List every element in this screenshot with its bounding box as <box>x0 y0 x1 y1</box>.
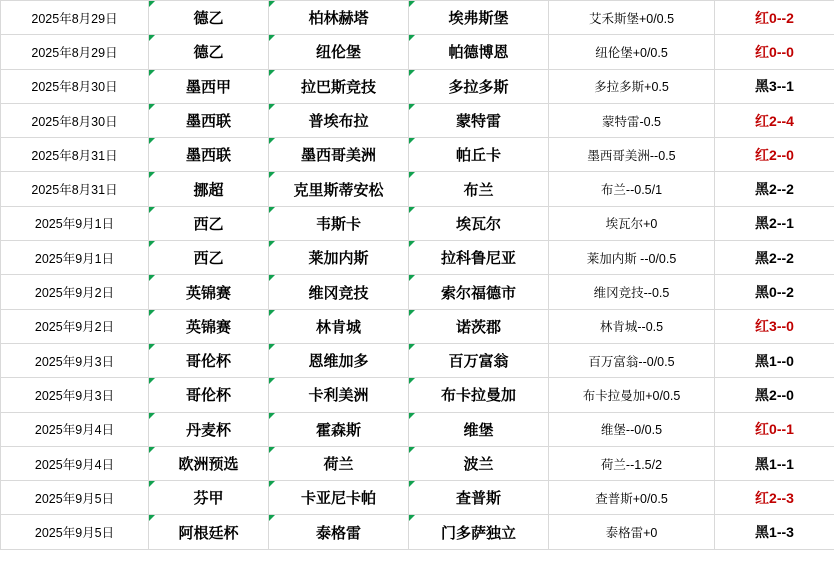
cell-result[interactable]: 红2--4 <box>715 103 834 137</box>
cell-result[interactable]: 黑1--3 <box>715 515 834 549</box>
cell-result[interactable]: 黑1--0 <box>715 343 834 377</box>
table-row <box>1 69 834 103</box>
cell-date[interactable]: 2025年9月5日 <box>1 481 149 515</box>
cell-league[interactable]: 英锦赛 <box>149 309 269 343</box>
cell-result[interactable]: 红2--3 <box>715 481 834 515</box>
cell-league[interactable]: 阿根廷杯 <box>149 515 269 549</box>
cell-home-team[interactable]: 柏林赫塔 <box>269 1 409 35</box>
table-row <box>1 343 834 377</box>
cell-date[interactable]: 2025年9月5日 <box>1 515 149 549</box>
cell-home-team[interactable]: 霍森斯 <box>269 412 409 446</box>
cell-away-team[interactable]: 帕丘卡 <box>409 138 549 172</box>
cell-date[interactable]: 2025年8月29日 <box>1 35 149 69</box>
cell-handicap[interactable]: 多拉多斯+0.5 <box>549 69 715 103</box>
table-row <box>1 35 834 69</box>
table-row <box>1 1 834 35</box>
cell-handicap[interactable]: 蒙特雷-0.5 <box>549 103 715 137</box>
cell-result[interactable]: 黑1--1 <box>715 446 834 480</box>
cell-result[interactable]: 黑0--2 <box>715 275 834 309</box>
cell-date[interactable]: 2025年9月4日 <box>1 412 149 446</box>
cell-league[interactable]: 丹麦杯 <box>149 412 269 446</box>
cell-result[interactable]: 红0--2 <box>715 1 834 35</box>
cell-league[interactable]: 欧洲预选 <box>149 446 269 480</box>
cell-away-team[interactable]: 蒙特雷 <box>409 103 549 137</box>
cell-home-team[interactable]: 莱加内斯 <box>269 241 409 275</box>
cell-home-team[interactable]: 恩维加多 <box>269 343 409 377</box>
table-row <box>1 138 834 172</box>
cell-handicap[interactable]: 泰格雷+0 <box>549 515 715 549</box>
cell-handicap[interactable]: 布兰--0.5/1 <box>549 172 715 206</box>
cell-date[interactable]: 2025年9月3日 <box>1 343 149 377</box>
cell-away-team[interactable]: 拉科鲁尼亚 <box>409 241 549 275</box>
cell-away-team[interactable]: 埃弗斯堡 <box>409 1 549 35</box>
cell-away-team[interactable]: 布卡拉曼加 <box>409 378 549 412</box>
cell-away-team[interactable]: 查普斯 <box>409 481 549 515</box>
cell-home-team[interactable]: 克里斯蒂安松 <box>269 172 409 206</box>
cell-date[interactable]: 2025年9月4日 <box>1 446 149 480</box>
cell-league[interactable]: 墨西联 <box>149 138 269 172</box>
cell-league[interactable]: 英锦赛 <box>149 275 269 309</box>
cell-league[interactable]: 墨西联 <box>149 103 269 137</box>
cell-away-team[interactable]: 索尔福德市 <box>409 275 549 309</box>
cell-result[interactable]: 黑2--0 <box>715 378 834 412</box>
cell-date[interactable]: 2025年8月29日 <box>1 1 149 35</box>
cell-away-team[interactable]: 布兰 <box>409 172 549 206</box>
table-row <box>1 481 834 515</box>
cell-result[interactable]: 黑2--1 <box>715 206 834 240</box>
table-row <box>1 172 834 206</box>
cell-league[interactable]: 德乙 <box>149 35 269 69</box>
table-row <box>1 412 834 446</box>
cell-handicap[interactable]: 纽伦堡+0/0.5 <box>549 35 715 69</box>
cell-league[interactable]: 墨西甲 <box>149 69 269 103</box>
cell-league[interactable]: 西乙 <box>149 206 269 240</box>
cell-date[interactable]: 2025年8月31日 <box>1 172 149 206</box>
table-row <box>1 275 834 309</box>
cell-handicap[interactable]: 林肯城--0.5 <box>549 309 715 343</box>
cell-result[interactable]: 黑2--2 <box>715 172 834 206</box>
cell-home-team[interactable]: 拉巴斯竞技 <box>269 69 409 103</box>
cell-league[interactable]: 哥伦杯 <box>149 343 269 377</box>
cell-away-team[interactable]: 诺茨郡 <box>409 309 549 343</box>
table-row <box>1 103 834 137</box>
cell-result[interactable]: 黑3--1 <box>715 69 834 103</box>
cell-away-team[interactable]: 埃瓦尔 <box>409 206 549 240</box>
table-row <box>1 446 834 480</box>
cell-away-team[interactable]: 帕德博恩 <box>409 35 549 69</box>
table-row <box>1 206 834 240</box>
cell-league[interactable]: 哥伦杯 <box>149 378 269 412</box>
cell-date[interactable]: 2025年8月30日 <box>1 69 149 103</box>
cell-result[interactable]: 红0--1 <box>715 412 834 446</box>
cell-result[interactable]: 红0--0 <box>715 35 834 69</box>
cell-home-team[interactable]: 卡亚尼卡帕 <box>269 481 409 515</box>
table-row <box>1 241 834 275</box>
cell-league[interactable]: 西乙 <box>149 241 269 275</box>
table-row <box>1 515 834 549</box>
cell-home-team[interactable]: 墨西哥美洲 <box>269 138 409 172</box>
cell-home-team[interactable]: 卡利美洲 <box>269 378 409 412</box>
cell-away-team[interactable]: 维堡 <box>409 412 549 446</box>
cell-away-team[interactable]: 门多萨独立 <box>409 515 549 549</box>
cell-handicap[interactable]: 查普斯+0/0.5 <box>549 481 715 515</box>
cell-home-team[interactable]: 纽伦堡 <box>269 35 409 69</box>
cell-date[interactable]: 2025年9月3日 <box>1 378 149 412</box>
table-row <box>1 309 834 343</box>
cell-league[interactable]: 德乙 <box>149 1 269 35</box>
cell-date[interactable]: 2025年8月31日 <box>1 138 149 172</box>
cell-handicap[interactable]: 艾禾斯堡+0/0.5 <box>549 1 715 35</box>
cell-handicap[interactable]: 埃瓦尔+0 <box>549 206 715 240</box>
cell-home-team[interactable]: 韦斯卡 <box>269 206 409 240</box>
cell-league[interactable]: 挪超 <box>149 172 269 206</box>
table-body <box>1 1 834 550</box>
cell-date[interactable]: 2025年8月30日 <box>1 103 149 137</box>
cell-away-team[interactable]: 波兰 <box>409 446 549 480</box>
cell-date[interactable]: 2025年9月1日 <box>1 241 149 275</box>
cell-date[interactable]: 2025年9月2日 <box>1 275 149 309</box>
cell-league[interactable]: 芬甲 <box>149 481 269 515</box>
cell-result[interactable]: 红3--0 <box>715 309 834 343</box>
cell-home-team[interactable]: 泰格雷 <box>269 515 409 549</box>
cell-result[interactable]: 黑2--2 <box>715 241 834 275</box>
cell-home-team[interactable]: 维冈竞技 <box>269 275 409 309</box>
cell-handicap[interactable]: 布卡拉曼加+0/0.5 <box>549 378 715 412</box>
cell-handicap[interactable]: 维冈竞技--0.5 <box>549 275 715 309</box>
cell-date[interactable]: 2025年9月1日 <box>1 206 149 240</box>
cell-handicap[interactable]: 荷兰--1.5/2 <box>549 446 715 480</box>
cell-away-team[interactable]: 多拉多斯 <box>409 69 549 103</box>
cell-result[interactable]: 红2--0 <box>715 138 834 172</box>
cell-handicap[interactable]: 墨西哥美洲--0.5 <box>549 138 715 172</box>
cell-home-team[interactable]: 荷兰 <box>269 446 409 480</box>
cell-date[interactable]: 2025年9月2日 <box>1 309 149 343</box>
table-row <box>1 378 834 412</box>
cell-handicap[interactable]: 莱加内斯 --0/0.5 <box>549 241 715 275</box>
cell-away-team[interactable]: 百万富翁 <box>409 343 549 377</box>
cell-home-team[interactable]: 普埃布拉 <box>269 103 409 137</box>
cell-handicap[interactable]: 百万富翁--0/0.5 <box>549 343 715 377</box>
cell-handicap[interactable]: 维堡--0/0.5 <box>549 412 715 446</box>
cell-home-team[interactable]: 林肯城 <box>269 309 409 343</box>
